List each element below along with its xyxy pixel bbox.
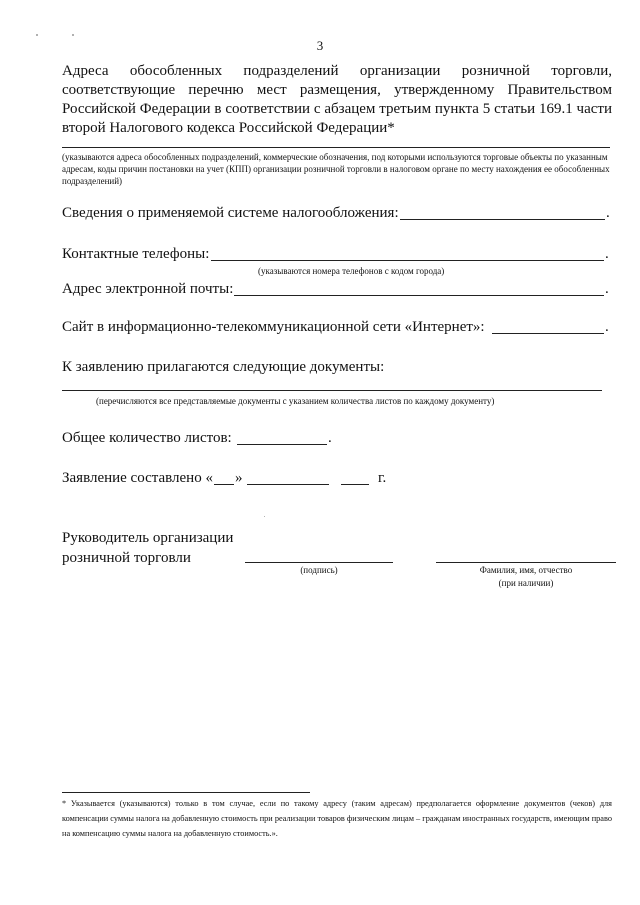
phones-note: (указываются номера телефонов с кодом города) (258, 266, 445, 276)
signature-field[interactable] (245, 562, 393, 563)
date-close-quote: » (235, 470, 243, 486)
signatory-line-1: Руководитель организации (62, 530, 234, 546)
sheets-label: Общее количество листов: (62, 430, 232, 446)
signature-caption: (подпись) (300, 565, 338, 575)
page-number: 3 (316, 38, 324, 53)
addresses-note: (указываются адреса обособленных подразделений, коммерческие обозначения, под которыми используются торговые объекты по указанным адресам, коды причин постановки на учет (КПП) организации розничной торговли в налоговом органе по месту нахождения ее обособленных подразделений) (62, 152, 610, 186)
name-caption-line-1: Фамилия, имя, отчество (479, 565, 573, 575)
website-field[interactable] (492, 333, 604, 334)
scan-mark (36, 34, 38, 36)
date-year-field[interactable] (341, 484, 369, 485)
scan-mark (264, 516, 265, 517)
date-month-field[interactable] (247, 484, 329, 485)
phones-period: . (605, 246, 609, 262)
section-heading: Адреса обособленных подразделений организации розничной торговли, соответствующие перечню мест размещения, утвержденному Правительством Российской Федерации в соответствии с абзацем третьим пункта 5 статьи 169.1 части второй Налогового кодекса Российской Федерации* (62, 63, 612, 136)
attachments-field[interactable] (62, 390, 602, 391)
footnote: * Указывается (указываются) только в том случае, если по такому адресу (таким адресам) предполагается оформление документов (чеков) для компенсации суммы налога на добавленную стоимость при реализации товаров физическим лицам – гражданам иностранных государств, имеющим право на компенсацию суммы налога на добавленную стоимость.». (62, 799, 612, 838)
email-label: Адрес электронной почты: (62, 281, 234, 297)
signatory-title (62, 528, 233, 568)
date-label: Заявление составлено « (62, 470, 213, 486)
tax-system-label: Сведения о применяемой системе налогообложения: (62, 205, 399, 221)
footnote-separator (62, 792, 310, 793)
full-name-field[interactable] (436, 562, 616, 563)
tax-system-field[interactable] (400, 219, 605, 220)
attachments-label: К заявлению прилагаются следующие документы: (62, 359, 385, 375)
phones-label: Контактные телефоны: (62, 246, 210, 262)
email-field[interactable] (234, 295, 604, 296)
date-day-field[interactable] (214, 484, 234, 485)
name-caption-line-2: (при наличии) (498, 578, 554, 588)
attachments-note: (перечисляются все представляемые документы с указанием количества листов по каждому документу) (96, 396, 495, 406)
website-label: Сайт в информационно-телекоммуникационной сети «Интернет»: (62, 319, 485, 335)
email-period: . (605, 281, 609, 297)
signatory-line-2: розничной торговли (62, 550, 191, 566)
phones-field[interactable] (211, 260, 604, 261)
scan-mark (72, 34, 74, 36)
tax-system-period: . (606, 205, 610, 221)
year-suffix: г. (378, 470, 387, 486)
website-period: . (605, 319, 609, 335)
addresses-line (62, 147, 610, 148)
sheets-period: . (328, 430, 332, 446)
sheets-field[interactable] (237, 444, 327, 445)
